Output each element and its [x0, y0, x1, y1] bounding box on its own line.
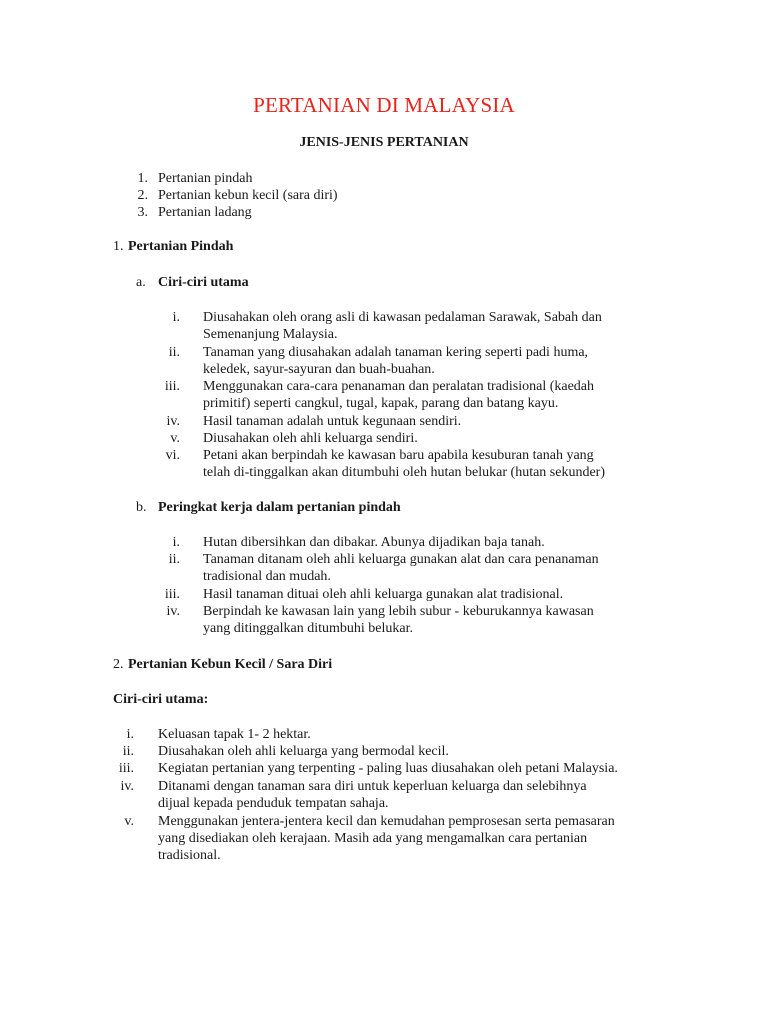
list-item: Hasil tanaman adalah untuk kegunaan sendiri. [203, 414, 462, 429]
list-number: ii. [122, 744, 134, 759]
list-number: iv. [166, 604, 180, 619]
list-number: ii. [168, 552, 180, 567]
section-number: 1. [113, 239, 124, 254]
toc-item: Pertanian kebun kecil (sara diri) [158, 188, 338, 203]
list-item: Petani akan berpindah ke kawasan baru apabila kesuburan tanah yang [203, 448, 594, 463]
list-item: Kegiatan pertanian yang terpenting - paling luas diusahakan oleh petani Malaysia. [158, 761, 618, 776]
list-item-continuation: yang ditinggalkan ditumbuhi belukar. [203, 621, 413, 636]
list-number: iii. [164, 587, 180, 602]
list-item: Diusahakan oleh orang asli di kawasan pedalaman Sarawak, Sabah dan [203, 310, 602, 325]
list-item-continuation: yang disediakan oleh kerajaan. Masih ada yang mengamalkan cara pertanian [158, 831, 588, 846]
list-number: v. [170, 431, 180, 446]
list-item-continuation: telah di-tinggalkan akan ditumbuhi oleh hutan belukar (hutan sekunder) [203, 465, 605, 480]
section-heading: Pertanian Kebun Kecil / Sara Diri [128, 657, 333, 672]
list-item: Berpindah ke kawasan lain yang lebih subur - keburukannya kawasan [203, 604, 594, 619]
list-number: v. [124, 814, 134, 829]
list-item-continuation: dijual kepada penduduk tempatan sahaja. [158, 796, 389, 811]
subsection-heading: Peringkat kerja dalam pertanian pindah [158, 500, 401, 515]
list-number: iii. [164, 379, 180, 394]
list-item: Ditanami dengan tanaman sara diri untuk keperluan keluarga dan selebihnya [158, 779, 587, 794]
list-number: i. [126, 727, 134, 742]
list-item: Diusahakan oleh ahli keluarga yang bermodal kecil. [158, 744, 449, 759]
toc-number: 2. [137, 188, 148, 203]
list-item: Menggunakan cara-cara penanaman dan peralatan tradisional (kaedah [203, 379, 595, 394]
sub-heading: Ciri-ciri utama: [113, 692, 209, 707]
list-item-continuation: Semenanjung Malaysia. [203, 327, 338, 342]
list-number: i. [172, 310, 180, 325]
list-item-continuation: keledek, sayur-sayuran dan buah-buahan. [203, 362, 435, 377]
document-title: PERTANIAN DI MALAYSIA [253, 93, 515, 117]
list-item: Menggunakan jentera-jentera kecil dan kemudahan pemprosesan serta pemasaran [158, 814, 615, 829]
toc-item: Pertanian ladang [158, 205, 252, 220]
list-number: iv. [166, 414, 180, 429]
document-subtitle: JENIS-JENIS PERTANIAN [299, 135, 469, 150]
list-item: Keluasan tapak 1- 2 hektar. [158, 727, 311, 742]
list-number: vi. [165, 448, 180, 463]
section-number: 2. [113, 657, 124, 672]
list-item-continuation: tradisional. [158, 848, 221, 863]
subsection-heading: Ciri-ciri utama [158, 275, 249, 290]
subsection-letter: b. [136, 500, 147, 515]
toc-item: Pertanian pindah [158, 171, 253, 186]
list-item: Tanaman ditanam oleh ahli keluarga gunakan alat dan cara penanaman [203, 552, 599, 567]
toc-number: 1. [137, 171, 148, 186]
list-item-continuation: tradisional dan mudah. [203, 569, 331, 584]
section-heading: Pertanian Pindah [128, 239, 234, 254]
list-number: i. [172, 535, 180, 550]
list-item-continuation: primitif) seperti cangkul, tugal, kapak, parang dan batang kayu. [203, 396, 559, 411]
toc-number: 3. [137, 205, 148, 220]
list-number: iv. [120, 779, 134, 794]
list-item: Hutan dibersihkan dan dibakar. Abunya dijadikan baja tanah. [203, 535, 545, 550]
list-item: Diusahakan oleh ahli keluarga sendiri. [203, 431, 418, 446]
list-item: Hasil tanaman dituai oleh ahli keluarga gunakan alat tradisional. [203, 587, 564, 602]
list-item: Tanaman yang diusahakan adalah tanaman kering seperti padi huma, [203, 345, 589, 360]
list-number: iii. [118, 761, 134, 776]
subsection-letter: a. [136, 275, 146, 290]
list-number: ii. [168, 345, 180, 360]
